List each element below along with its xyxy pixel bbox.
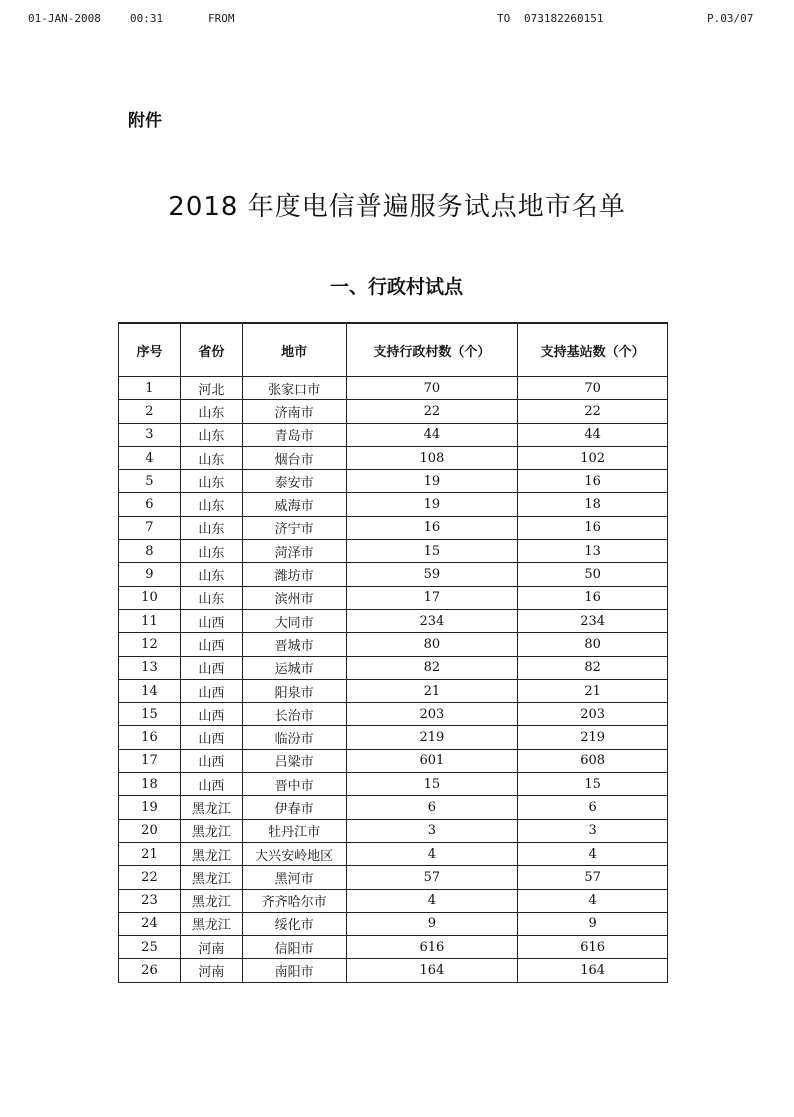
cell-station-count: 22 — [518, 400, 668, 423]
table-row — [119, 679, 668, 702]
fax-header — [0, 12, 794, 28]
cell-station-count: 82 — [518, 656, 668, 679]
cell-city: 烟台市 — [242, 446, 346, 469]
cell-station-count: 164 — [518, 959, 668, 982]
cell-index: 1 — [119, 377, 181, 400]
fax-page-number: P.03/07 — [707, 12, 754, 25]
cell-index: 8 — [119, 540, 181, 563]
page-title: 2018 年度电信普遍服务试点地市名单 — [168, 192, 626, 222]
cell-village-count: 44 — [346, 423, 518, 446]
cell-village-count: 57 — [346, 866, 518, 889]
header-province: 省份 — [180, 323, 242, 377]
cell-index: 20 — [119, 819, 181, 842]
table-row — [119, 563, 668, 586]
cell-city: 泰安市 — [242, 470, 346, 493]
cell-station-count: 4 — [518, 842, 668, 865]
cell-city: 张家口市 — [242, 377, 346, 400]
table-row — [119, 959, 668, 982]
cell-index: 15 — [119, 703, 181, 726]
cell-station-count: 608 — [518, 749, 668, 772]
cell-province: 山东 — [180, 423, 242, 446]
cell-village-count: 19 — [346, 493, 518, 516]
table-row — [119, 516, 668, 539]
cell-index: 24 — [119, 912, 181, 935]
cell-city: 信阳市 — [242, 936, 346, 959]
cell-index: 23 — [119, 889, 181, 912]
attachment-label: 附件 — [128, 111, 162, 131]
cell-province: 山西 — [180, 703, 242, 726]
table-row — [119, 633, 668, 656]
cell-village-count: 15 — [346, 540, 518, 563]
cell-station-count: 18 — [518, 493, 668, 516]
cell-city: 菏泽市 — [242, 540, 346, 563]
cell-city: 牡丹江市 — [242, 819, 346, 842]
table-body — [119, 377, 668, 983]
cell-province: 山东 — [180, 516, 242, 539]
cell-city: 伊春市 — [242, 796, 346, 819]
cell-village-count: 82 — [346, 656, 518, 679]
cell-index: 12 — [119, 633, 181, 656]
cell-village-count: 80 — [346, 633, 518, 656]
table-row — [119, 656, 668, 679]
cell-index: 7 — [119, 516, 181, 539]
cell-city: 大兴安岭地区 — [242, 842, 346, 865]
cell-province: 山西 — [180, 609, 242, 632]
table-row — [119, 609, 668, 632]
cell-province: 黑龙江 — [180, 819, 242, 842]
cell-province: 山东 — [180, 446, 242, 469]
fax-time: 00:31 — [130, 12, 164, 25]
cell-city: 大同市 — [242, 609, 346, 632]
cell-station-count: 16 — [518, 470, 668, 493]
cell-village-count: 234 — [346, 609, 518, 632]
cell-village-count: 16 — [346, 516, 518, 539]
cell-station-count: 50 — [518, 563, 668, 586]
table-row — [119, 912, 668, 935]
cell-province: 山东 — [180, 470, 242, 493]
cell-city: 吕梁市 — [242, 749, 346, 772]
cell-index: 17 — [119, 749, 181, 772]
table-row — [119, 446, 668, 469]
fax-from-label: FROM — [208, 12, 235, 25]
table-row — [119, 726, 668, 749]
cell-city: 滨州市 — [242, 586, 346, 609]
cell-village-count: 22 — [346, 400, 518, 423]
table-row — [119, 889, 668, 912]
cell-station-count: 9 — [518, 912, 668, 935]
cell-station-count: 70 — [518, 377, 668, 400]
table-row — [119, 936, 668, 959]
cell-station-count: 4 — [518, 889, 668, 912]
table-row — [119, 819, 668, 842]
table-row — [119, 842, 668, 865]
table-row — [119, 540, 668, 563]
cell-index: 11 — [119, 609, 181, 632]
cell-station-count: 13 — [518, 540, 668, 563]
cell-village-count: 164 — [346, 959, 518, 982]
cell-village-count: 6 — [346, 796, 518, 819]
cell-village-count: 601 — [346, 749, 518, 772]
cell-station-count: 16 — [518, 516, 668, 539]
cell-province: 黑龙江 — [180, 842, 242, 865]
cell-station-count: 234 — [518, 609, 668, 632]
cell-station-count: 3 — [518, 819, 668, 842]
cell-station-count: 203 — [518, 703, 668, 726]
cell-province: 黑龙江 — [180, 912, 242, 935]
cell-city: 临汾市 — [242, 726, 346, 749]
cell-city: 运城市 — [242, 656, 346, 679]
table-row — [119, 796, 668, 819]
cell-station-count: 6 — [518, 796, 668, 819]
cell-village-count: 19 — [346, 470, 518, 493]
cell-village-count: 21 — [346, 679, 518, 702]
cell-province: 山东 — [180, 493, 242, 516]
cell-station-count: 16 — [518, 586, 668, 609]
cell-index: 25 — [119, 936, 181, 959]
cell-station-count: 616 — [518, 936, 668, 959]
fax-to-number: 073182260151 — [524, 12, 604, 25]
cell-city: 济南市 — [242, 400, 346, 423]
table-row — [119, 773, 668, 796]
cell-station-count: 21 — [518, 679, 668, 702]
cell-province: 山东 — [180, 586, 242, 609]
cell-index: 21 — [119, 842, 181, 865]
cell-village-count: 4 — [346, 889, 518, 912]
cell-index: 16 — [119, 726, 181, 749]
cell-city: 齐齐哈尔市 — [242, 889, 346, 912]
cell-village-count: 70 — [346, 377, 518, 400]
cell-index: 18 — [119, 773, 181, 796]
header-city: 地市 — [242, 323, 346, 377]
cell-station-count: 219 — [518, 726, 668, 749]
cell-province: 山西 — [180, 633, 242, 656]
cell-index: 10 — [119, 586, 181, 609]
table-row — [119, 377, 668, 400]
cell-city: 威海市 — [242, 493, 346, 516]
cell-province: 山西 — [180, 773, 242, 796]
cell-province: 河北 — [180, 377, 242, 400]
cell-city: 黑河市 — [242, 866, 346, 889]
cell-village-count: 616 — [346, 936, 518, 959]
cell-city: 青岛市 — [242, 423, 346, 446]
cell-village-count: 4 — [346, 842, 518, 865]
cell-station-count: 102 — [518, 446, 668, 469]
cell-city: 潍坊市 — [242, 563, 346, 586]
pilot-city-table — [118, 322, 668, 983]
cell-province: 河南 — [180, 959, 242, 982]
cell-village-count: 3 — [346, 819, 518, 842]
cell-index: 3 — [119, 423, 181, 446]
cell-village-count: 9 — [346, 912, 518, 935]
cell-index: 14 — [119, 679, 181, 702]
cell-village-count: 203 — [346, 703, 518, 726]
cell-village-count: 219 — [346, 726, 518, 749]
header-village-count: 支持行政村数（个） — [346, 323, 518, 377]
cell-city: 晋中市 — [242, 773, 346, 796]
cell-city: 济宁市 — [242, 516, 346, 539]
fax-to-label: TO — [497, 12, 511, 25]
table-row — [119, 866, 668, 889]
cell-index: 2 — [119, 400, 181, 423]
cell-province: 山东 — [180, 540, 242, 563]
cell-province: 山东 — [180, 400, 242, 423]
cell-city: 晋城市 — [242, 633, 346, 656]
cell-index: 13 — [119, 656, 181, 679]
cell-village-count: 15 — [346, 773, 518, 796]
header-index: 序号 — [119, 323, 181, 377]
table-row — [119, 586, 668, 609]
cell-station-count: 57 — [518, 866, 668, 889]
cell-city: 阳泉市 — [242, 679, 346, 702]
cell-province: 山东 — [180, 563, 242, 586]
cell-province: 山西 — [180, 726, 242, 749]
table-row — [119, 749, 668, 772]
cell-province: 山西 — [180, 749, 242, 772]
table-row — [119, 703, 668, 726]
table-row — [119, 423, 668, 446]
cell-index: 9 — [119, 563, 181, 586]
cell-city: 南阳市 — [242, 959, 346, 982]
table-row — [119, 470, 668, 493]
cell-province: 黑龙江 — [180, 889, 242, 912]
cell-station-count: 80 — [518, 633, 668, 656]
cell-station-count: 15 — [518, 773, 668, 796]
cell-index: 4 — [119, 446, 181, 469]
cell-province: 黑龙江 — [180, 796, 242, 819]
cell-province: 河南 — [180, 936, 242, 959]
table-row — [119, 400, 668, 423]
cell-index: 6 — [119, 493, 181, 516]
cell-province: 山西 — [180, 656, 242, 679]
cell-village-count: 17 — [346, 586, 518, 609]
section-title: 一、行政村试点 — [330, 276, 464, 298]
table-header-row — [119, 323, 668, 377]
cell-city: 绥化市 — [242, 912, 346, 935]
cell-village-count: 108 — [346, 446, 518, 469]
cell-province: 山西 — [180, 679, 242, 702]
cell-index: 26 — [119, 959, 181, 982]
cell-index: 5 — [119, 470, 181, 493]
cell-index: 22 — [119, 866, 181, 889]
cell-province: 黑龙江 — [180, 866, 242, 889]
cell-village-count: 59 — [346, 563, 518, 586]
fax-date: 01-JAN-2008 — [28, 12, 101, 25]
cell-index: 19 — [119, 796, 181, 819]
cell-city: 长治市 — [242, 703, 346, 726]
header-station-count: 支持基站数（个） — [518, 323, 668, 377]
table-row — [119, 493, 668, 516]
cell-station-count: 44 — [518, 423, 668, 446]
